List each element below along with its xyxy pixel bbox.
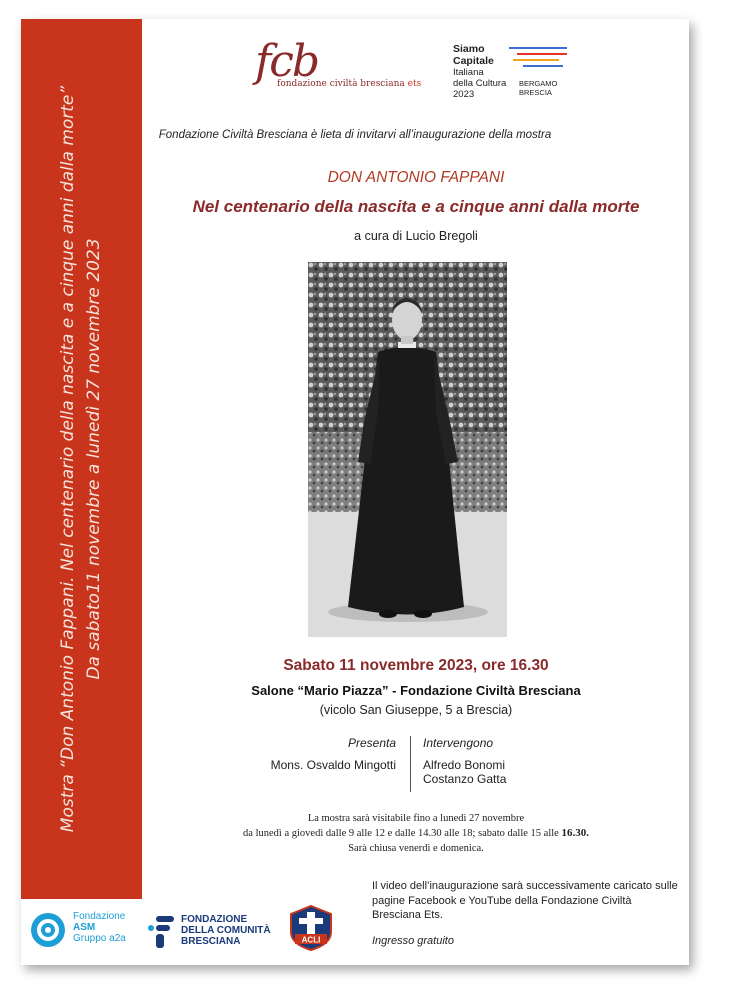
side-band-line2: Da sabato11 novembre a lunedì 27 novembre 2023	[84, 238, 104, 680]
invitation-sheet: Mostra “Don Antonio Fappani. Nel centenario della nascita e a cinque anni dalla morte” Da sabato11 novembre a lunedì 27 novembre 2023 fcb fondazione civiltà bresciana ets Siamo Capitale Italiana della Cultura 2023 BERGAMO BRESCIA Fondazione Civiltà Bresciana è lieta di invitarvi all’inaugurazione della mostra DON ANTONIO FAPPANI Nel centenario della nascita e a cinque anni dalla morte a cura di Lucio Bregoli Sabato 11 novembre 2023, ore 16.30 Salone “Mario Piazza” - Fondazione Civiltà Bresciana (vicolo San Giuseppe, 5 a Brescia) Presenta Mons. Osvaldo Mingotti Intervengono Alfredo Bonomi Costanzo Gatta La mostra sarà visitabile fino a lunedì 27 novembre da lunedì a giovedì dalle 9 alle 12 e dalle 14.30 alle 18; sabato dalle 15 alle 16.30. Sarà chiusa venerdì e domenica. Il video dell’inaugurazione sarà successivamente caricato sulle pagine Facebook e YouTube della Fondazione Civiltà Bresciana Ets. Ingresso gratuito Fondazione ASM Gruppo a2a FONDAZIONE DELLA COMUNITÀ BRESCIANA ACLI	[21, 19, 689, 965]
acli-logo	[288, 904, 334, 956]
portrait-photo	[308, 262, 507, 637]
exhibition-subtitle: Nel centenario della nascita e a cinque anni dalla morte	[192, 197, 640, 216]
speakers-block	[423, 736, 506, 786]
speaker-2: Costanzo Gatta	[423, 772, 507, 786]
fcb-logo	[255, 36, 422, 89]
capitale-cultura-logo: Siamo Capitale Italiana della Cultura 2023 BERGAMO BRESCIA	[453, 43, 506, 100]
capitale-stripes-icon	[509, 47, 567, 71]
exhibition-title: DON ANTONIO FAPPANI	[327, 169, 505, 186]
speaker-1: Alfredo Bonomi	[423, 758, 506, 772]
curator: a cura di Lucio Bregoli	[354, 229, 478, 243]
free-entry: Ingresso gratuito	[372, 935, 454, 947]
presenter-name: Mons. Osvaldo Mingotti	[270, 758, 396, 772]
fdc-mark-icon	[148, 914, 176, 950]
capitale-cities: BERGAMO BRESCIA	[519, 79, 558, 97]
speakers-label: Intervengono	[423, 736, 494, 750]
presenter-block	[271, 736, 396, 772]
opening-hours: La mostra sarà visitabile fino a lunedì 27 novembre da lunedì a giovedì dalle 9 alle 12 e dalle 14.30 alle 18; sabato dalle 15 alle 16.30. Sarà chiusa venerdì e domenica.	[243, 813, 589, 854]
video-note: Il video dell’inaugurazione sarà successivamente caricato sulle pagine Facebook e YouTube della Fondazione Civiltà Bresciana Ets.	[372, 880, 678, 921]
side-band	[21, 19, 142, 899]
side-band-text	[55, 29, 107, 889]
event-address: (vicolo San Giuseppe, 5 a Brescia)	[319, 703, 513, 717]
priest-portrait-image	[308, 262, 507, 637]
presenter-label: Presenta	[347, 736, 396, 750]
side-band-line1: Mostra “Don Antonio Fappani. Nel centenario della nascita e a cinque anni dalla morte”	[58, 85, 78, 833]
acli-label: ACLI	[301, 935, 321, 945]
asm-circle-icon	[31, 913, 65, 947]
event-date: Sabato 11 novembre 2023, ore 16.30	[283, 657, 549, 674]
event-venue: Salone “Mario Piazza” - Fondazione Civiltà Bresciana	[251, 683, 581, 698]
speakers-divider	[410, 736, 411, 792]
fcb-logo-mark: fcb	[255, 36, 319, 87]
invite-intro: Fondazione Civiltà Bresciana è lieta di invitarvi all’inaugurazione della mostra	[158, 129, 552, 141]
fcb-logo-name: fondazione civiltà bresciana ets	[277, 79, 422, 89]
fondazione-comunita-logo: FONDAZIONE DELLA COMUNITÀ BRESCIANA	[148, 914, 176, 954]
acli-shield-icon	[288, 904, 334, 952]
